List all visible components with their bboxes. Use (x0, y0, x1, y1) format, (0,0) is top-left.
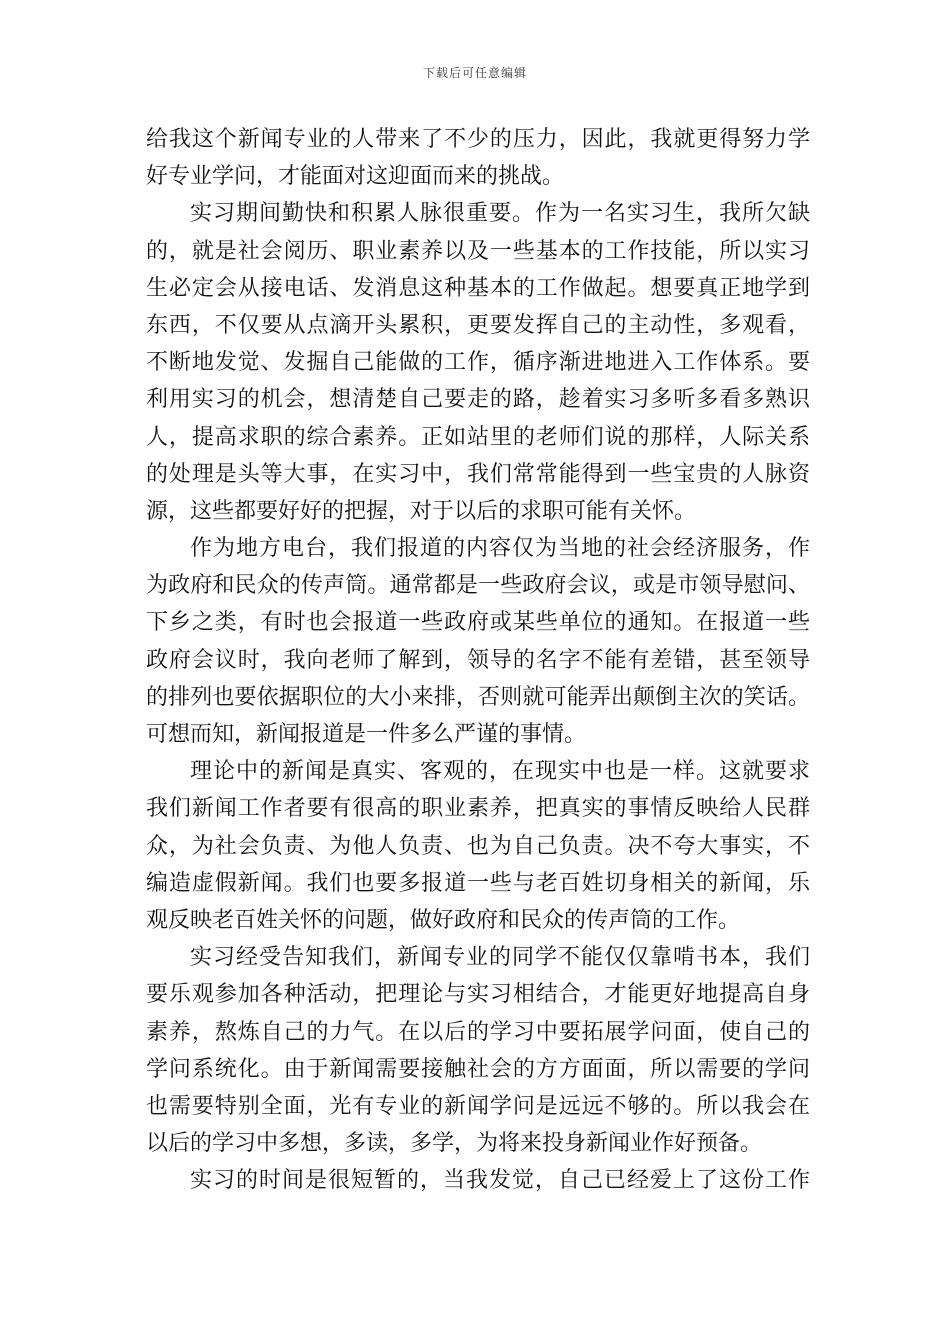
text-line: 给我这个新闻专业的人带来了不少的压力，因此，我就更得努力学 (146, 127, 810, 152)
text-line: 观反映老百姓关怀的问题，做好政府和民众的传声筒的工作。 (146, 907, 741, 933)
text-line: 的处理是头等大事，在实习中，我们常常能得到一些宝贵的人脉资 (146, 461, 810, 487)
text-line: 也需要特别全面，光有专业的新闻学问是远远不够的。所以我会在 (146, 1093, 810, 1119)
text-line: 的，就是社会阅历、职业素养以及一些基本的工作技能，所以实习 (146, 238, 810, 264)
text-line: 东西，不仅要从点滴开头累积，更要发挥自己的主动性，多观看， (146, 312, 810, 338)
text-line: 的排列也要依据职位的大小来排，否则就可能弄出颠倒主次的笑话。 (146, 684, 810, 710)
text-line: 要乐观参加各种活动，把理论与实习相结合，才能更好地提高自身 (146, 982, 810, 1008)
text-line: 实习期间勤快和积累人脉很重要。作为一名实习生，我所欠缺 (190, 201, 810, 227)
text-line: 理论中的新闻是真实、客观的，在现实中也是一样。这就要求 (190, 759, 810, 785)
page-header: 下载后可任意编辑 (422, 66, 527, 80)
text-line: 可想而知，新闻报道是一件多么严谨的事情。 (146, 722, 587, 747)
text-line: 以后的学习中多想，多读，多学，为将来投身新闻业作好预备。 (146, 1131, 763, 1157)
text-line: 作为地方电台，我们报道的内容仅为当地的社会经济服务，作 (190, 536, 810, 562)
text-line: 人，提高求职的综合素养。正如站里的老师们说的那样，人际关系 (146, 424, 810, 450)
text-line: 素养，熬炼自己的力气。在以后的学习中要拓展学问面，使自己的 (146, 1019, 810, 1045)
text-line: 实习经受告知我们，新闻专业的同学不能仅仅靠啃书本，我们 (190, 945, 810, 971)
text-line: 政府会议时，我向老师了解到，领导的名字不能有差错，甚至领导 (146, 647, 810, 673)
text-line: 编造虚假新闻。我们也要多报道一些与老百姓切身相关的新闻，乐 (146, 870, 810, 896)
text-line: 不断地发觉、发掘自己能做的工作，循序渐进地进入工作体系。要 (146, 350, 810, 376)
text-line: 为政府和民众的传声筒。通常都是一些政府会议，或是市领导慰问、 (146, 573, 810, 599)
text-line: 实习的时间是很短暂的，当我发觉，自己已经爱上了这份工作 (190, 1168, 810, 1194)
text-line: 好专业学问，才能面对这迎面而来的挑战。 (146, 164, 565, 190)
text-line: 众，为社会负责、为他人负责、也为自己负责。决不夸大事实，不 (146, 833, 810, 859)
text-line: 下乡之类，有时也会报道一些政府或某些单位的通知。在报道一些 (146, 610, 810, 636)
text-line: 学问系统化。由于新闻需要接触社会的方方面面，所以需要的学问 (146, 1056, 810, 1082)
text-line: 利用实习的机会，想清楚自己要走的路，趁着实习多听多看多熟识 (146, 387, 810, 413)
text-line: 生必定会从接电话、发消息这种基本的工作做起。想要真正地学到 (146, 275, 810, 301)
text-line: 源，这些都要好好的把握，对于以后的求职可能有关怀。 (146, 498, 697, 524)
text-line: 我们新闻工作者要有很高的职业素养，把真实的事情反映给人民群 (146, 796, 810, 822)
body-text (146, 121, 810, 1199)
